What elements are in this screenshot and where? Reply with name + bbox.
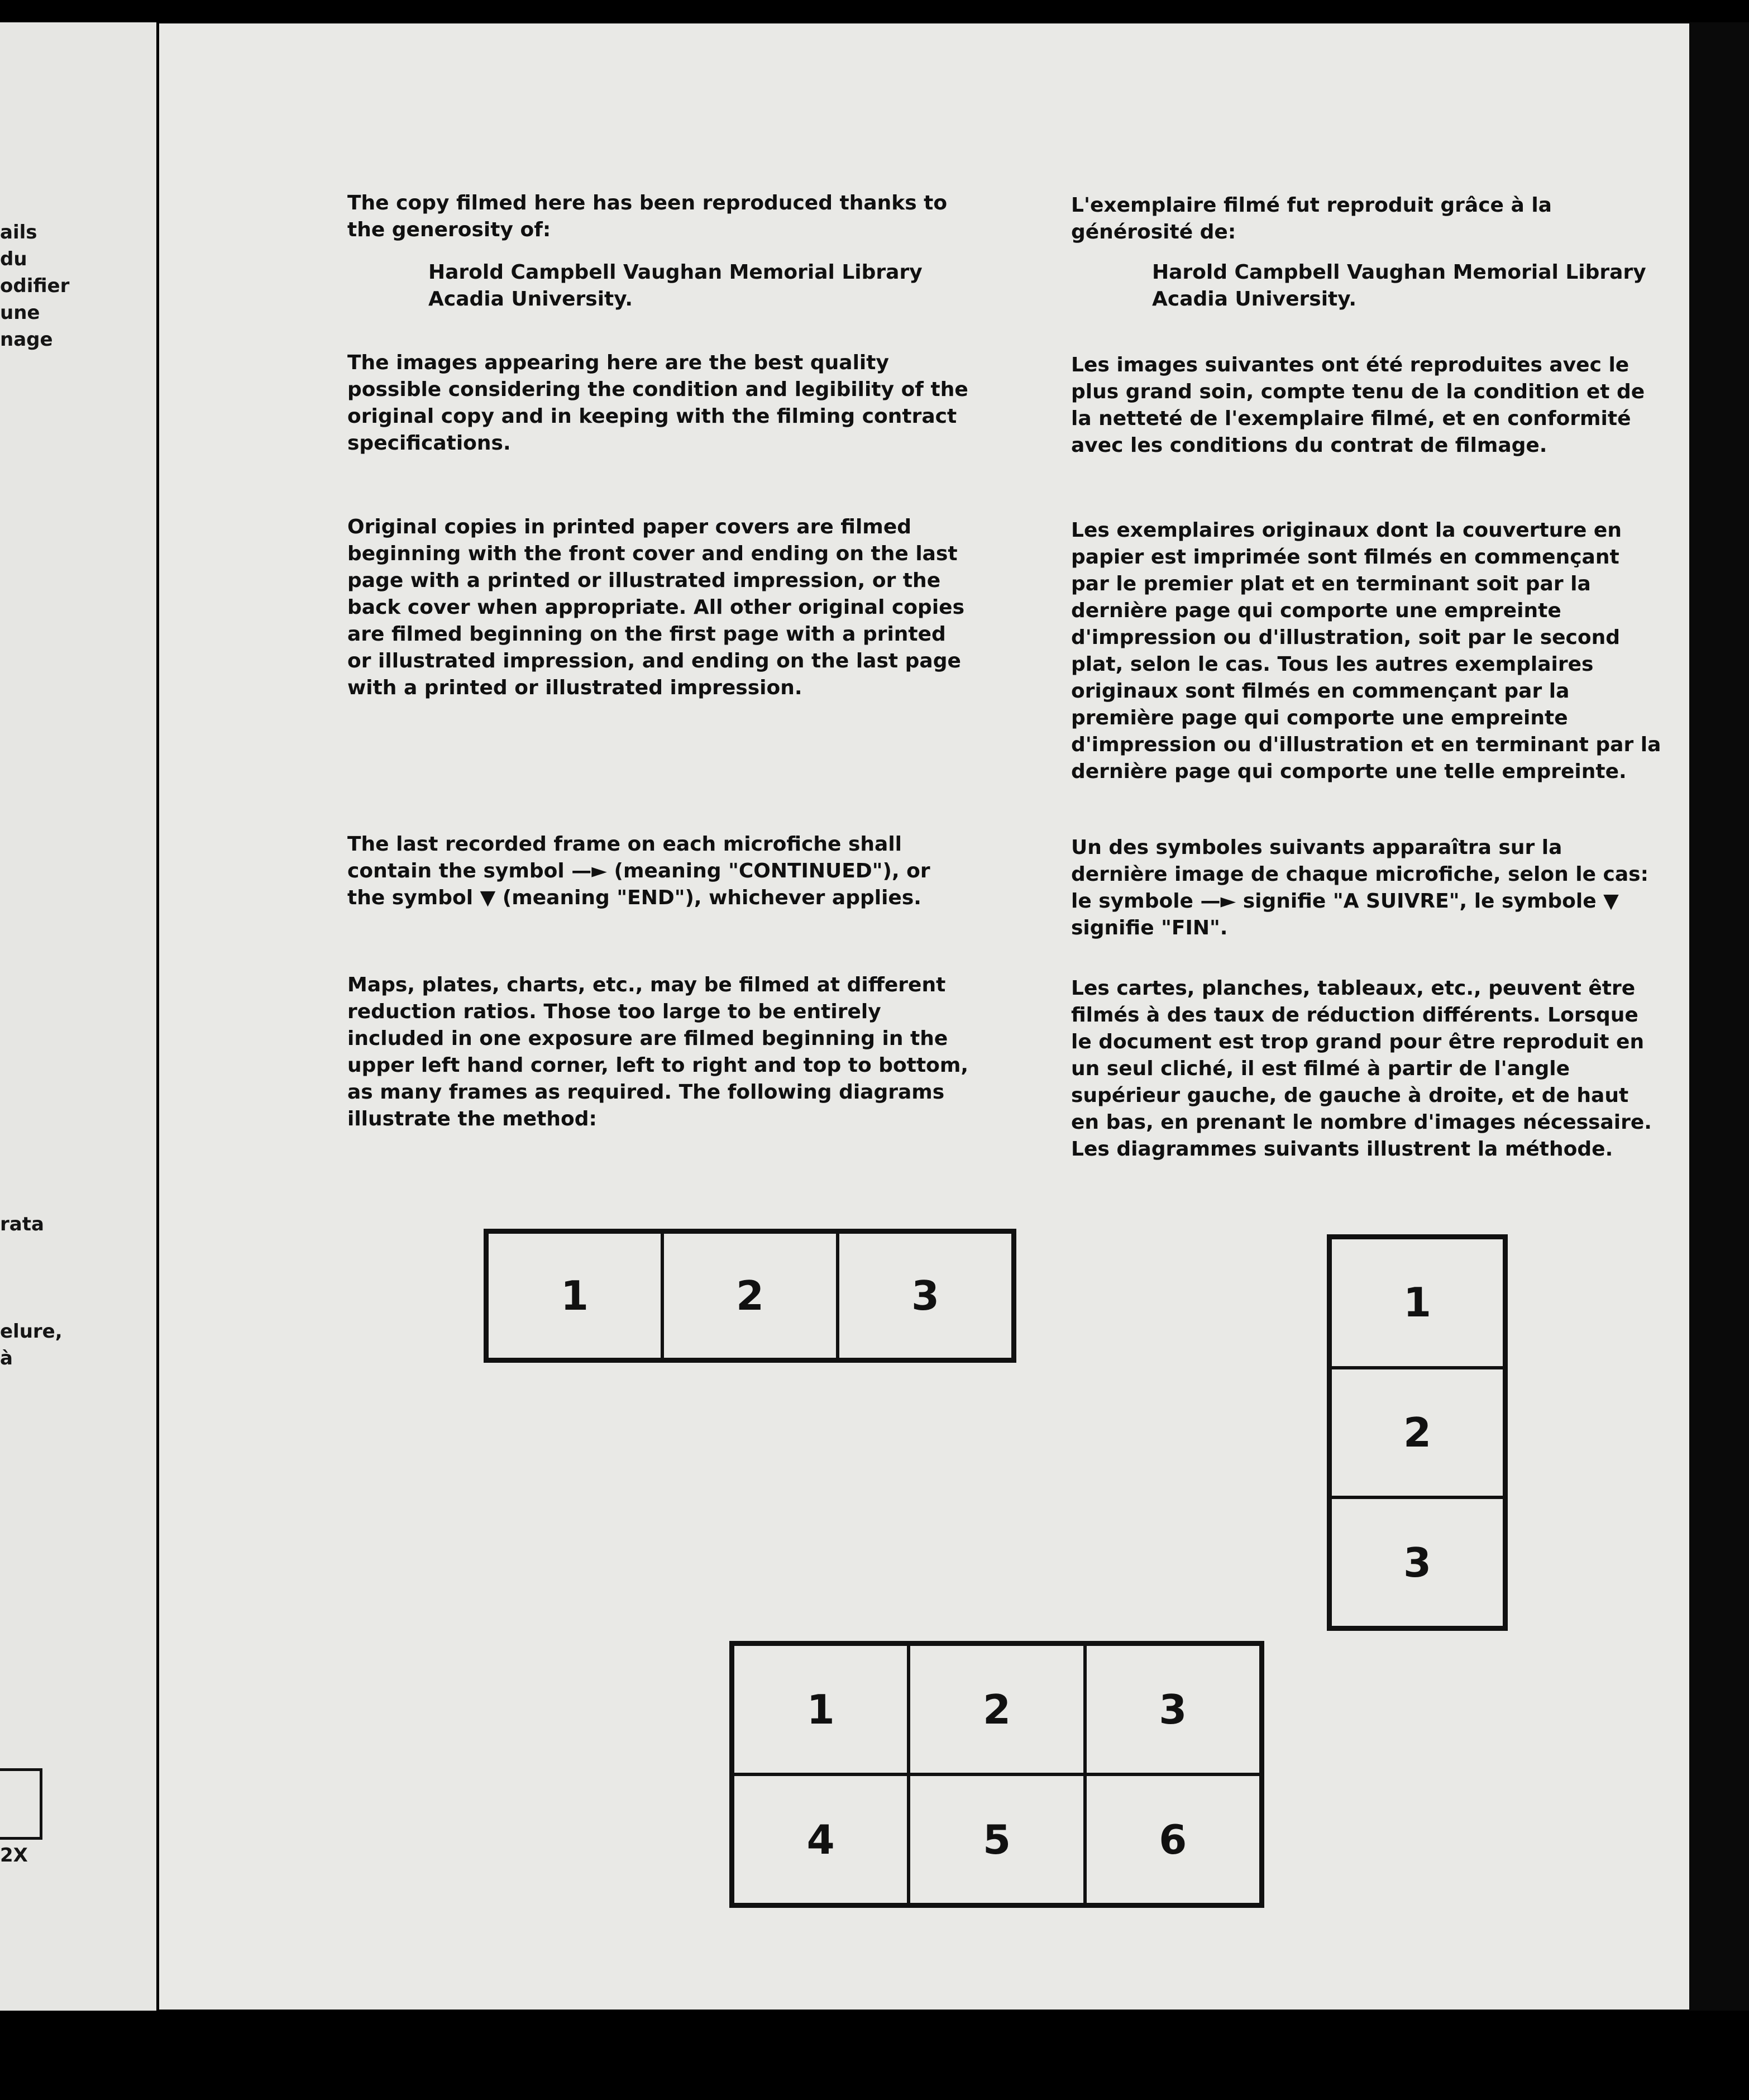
vertical-frame-diagram <box>1327 1234 1508 1631</box>
french-paragraph-5: Les cartes, planches, tableaux, etc., peuvent être filmés à des taux de réduction différents. Lorsque le document est trop grand pour être reproduit en un seul cliché, il est filmé à partir de l'angle supérieur gauche, de gauche à droite, et de haut en bas, en prenant le nombre d'images nécessaire. Les diagrammes suivants illustrent la méthode. <box>1071 977 1652 1161</box>
english-paragraph-1: The copy filmed here has been reproduced thanks to the generosity of: <box>347 192 948 241</box>
left-fragment: une <box>0 302 40 324</box>
left-fragment: odifier <box>0 275 70 297</box>
frame-cell: 1 <box>487 1232 662 1359</box>
previous-page-box <box>0 1768 42 1840</box>
french-paragraph-2: Les images suivantes ont été reproduites avec le plus grand soin, compte tenu de la condition et de la netteté de l'exemplaire filmé, et en conformité avec les conditions du contrat de filmage. <box>1071 354 1645 457</box>
french-institution <box>1071 259 1744 313</box>
left-fragment: nage <box>0 328 53 351</box>
horizontal-frame-diagram <box>484 1229 1016 1363</box>
english-institution <box>347 259 1054 313</box>
grid-frame-diagram <box>729 1641 1264 1908</box>
english-paragraph-3: Original copies in printed paper covers are filmed beginning with the front cover and ending on the last page with a printed or illustrated impression, or the back cover when appropriate. All other original copies are filmed beginning on the first page with a printed or illustrated impression, and ending on the last page with a printed or illustrated impression. <box>347 516 964 699</box>
frame-cell: 3 <box>838 1232 1013 1359</box>
institution-university: Acadia University. <box>1152 288 1357 311</box>
left-fragment: du <box>0 248 27 270</box>
frame-cell: 1 <box>733 1644 909 1774</box>
left-fragment: à <box>0 1347 13 1369</box>
english-paragraph-5: Maps, plates, charts, etc., may be filmed at different reduction ratios. Those too large to be entirely included in one exposure are filmed beginning in the upper left hand corner, left to right and top to bottom, as many frames as required. The following diagrams illustrate the method: <box>347 973 969 1130</box>
frame-cell: 1 <box>1330 1238 1504 1368</box>
frame-cell: 5 <box>909 1774 1084 1905</box>
institution-name: Harold Campbell Vaughan Memorial Library <box>428 261 923 284</box>
frame-cell: 2 <box>662 1232 838 1359</box>
left-fragment: rata <box>0 1213 44 1235</box>
frame-cell: 2 <box>909 1644 1084 1774</box>
frame-cell: 3 <box>1330 1497 1504 1627</box>
english-paragraph-2: The images appearing here are the best quality possible considering the condition and legibility of the original copy and in keeping with the filming contract specifications. <box>347 351 968 455</box>
english-paragraph-4: The last recorded frame on each microfiche shall contain the symbol —► (meaning "CONTINUED"), or the symbol ▼ (meaning "END"), whichever applies. <box>347 833 930 909</box>
frame-cell: 2 <box>1330 1368 1504 1498</box>
frame-cell: 6 <box>1085 1774 1261 1905</box>
institution-university: Acadia University. <box>428 288 633 311</box>
frame-cell: 4 <box>733 1774 909 1905</box>
frame-cell: 3 <box>1085 1644 1261 1774</box>
left-fragment: ails <box>0 221 37 244</box>
institution-name: Harold Campbell Vaughan Memorial Library <box>1152 261 1646 284</box>
french-paragraph-3: Les exemplaires originaux dont la couverture en papier est imprimée sont filmés en commençant par le premier plat et en terminant soit par la dernière page qui comporte une empreinte d'impression ou d'illustration, soit par le second plat, selon le cas. Tous les autres exemplaires originaux sont filmés en commençant par la première page qui comporte une empreinte d'impression ou d'illustration et en terminant par la dernière page qui comporte une telle empreinte. <box>1071 519 1661 783</box>
left-fragment: 2X <box>0 1844 28 1867</box>
right-film-edge <box>1689 22 1749 2011</box>
french-paragraph-1: L'exemplaire filmé fut reproduit grâce à la générosité de: <box>1071 194 1552 244</box>
left-fragment: elure, <box>0 1320 63 1343</box>
french-paragraph-4: Un des symboles suivants apparaîtra sur la dernière image de chaque microfiche, selon le cas: le symbole —► signifie "A SUIVRE", le symbole ▼ signifie "FIN". <box>1071 836 1648 939</box>
